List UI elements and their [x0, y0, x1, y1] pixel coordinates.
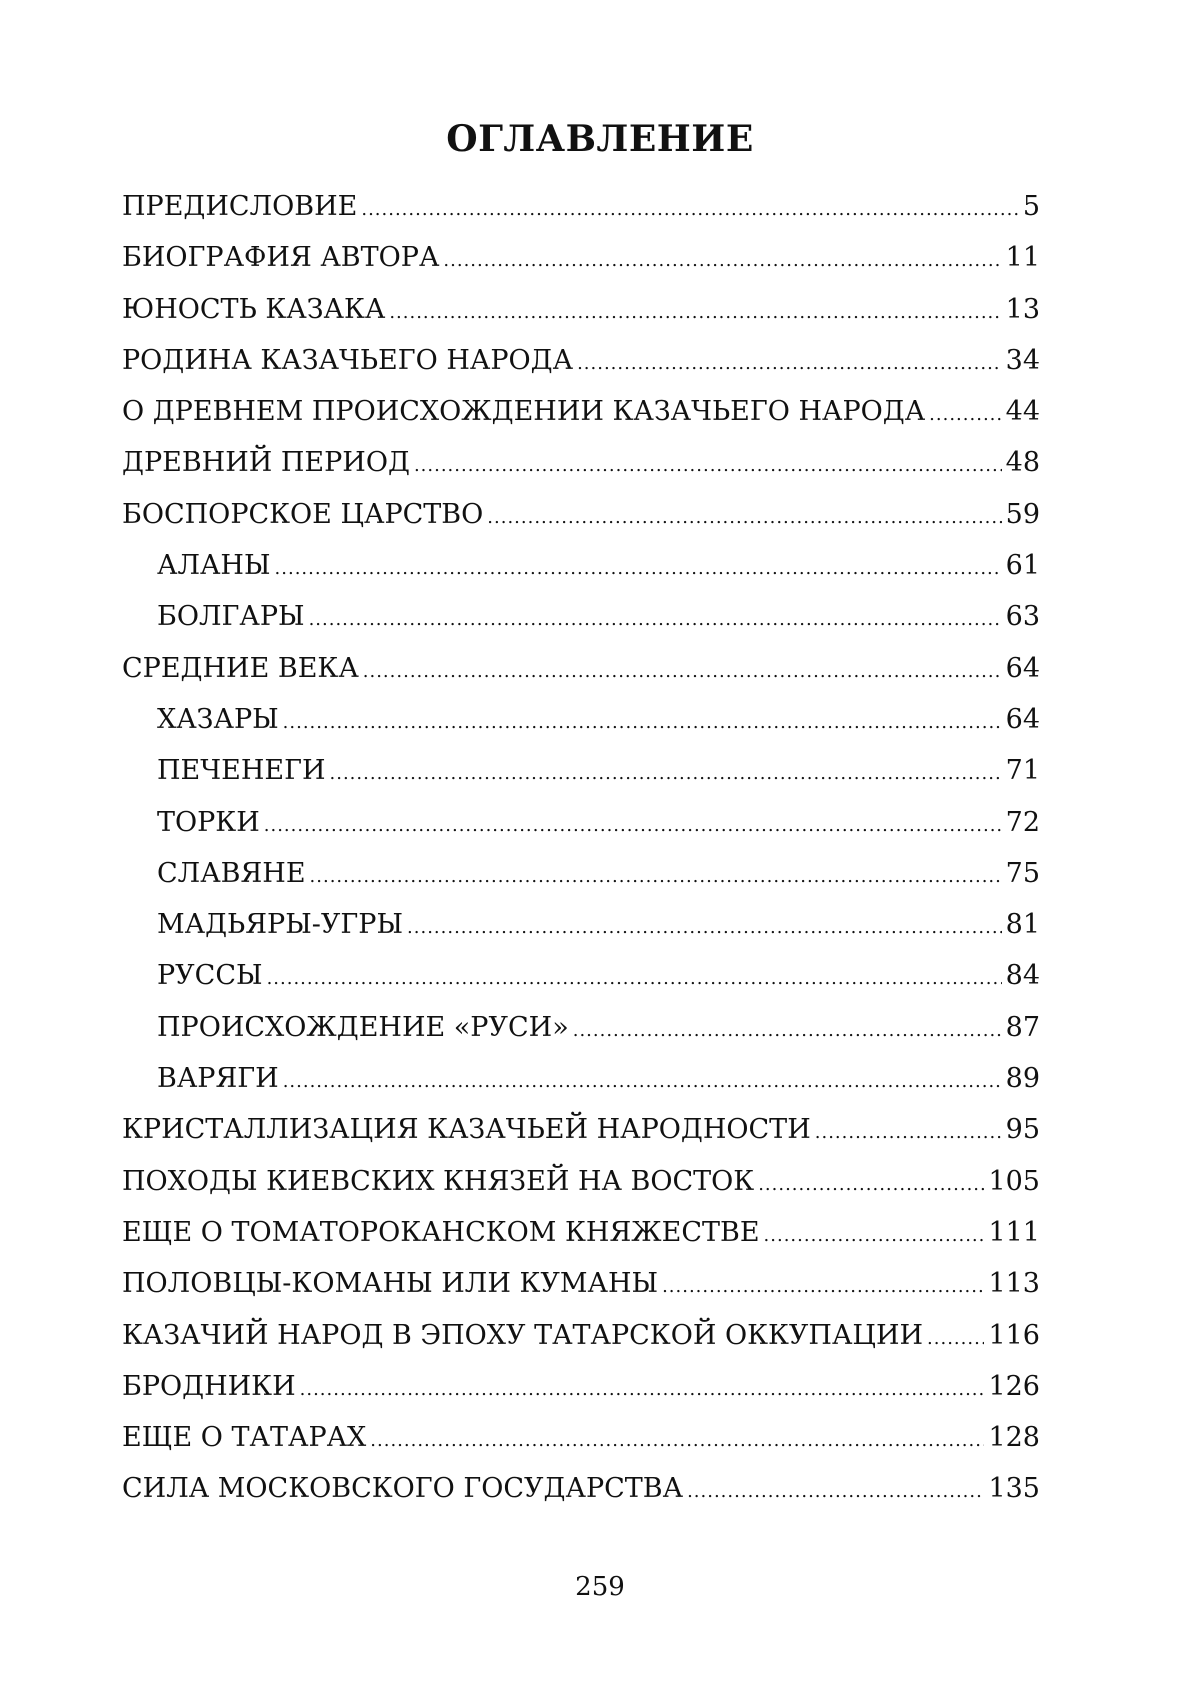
- toc-entry-label: БИОГРАФИЯ АВТОРА: [122, 242, 440, 274]
- toc-entry-label: ЕЩЕ О ТОМАТОРОКАНСКОМ КНЯЖЕСТВЕ: [122, 1216, 760, 1248]
- toc-entry-page: 64: [1005, 703, 1040, 735]
- toc-entry-label: ЕЩЕ О ТАТАРАХ: [122, 1422, 367, 1454]
- toc-entry-page: 44: [1005, 396, 1040, 428]
- toc-entry-page: 61: [1005, 550, 1040, 582]
- toc-entry-label: ТОРКИ: [157, 806, 260, 838]
- toc-entry-label: АЛАНЫ: [157, 550, 271, 582]
- toc-entry: [122, 1314, 1040, 1365]
- toc-entry: [122, 544, 1040, 595]
- toc-entry-page: 87: [1005, 1011, 1040, 1043]
- toc-entry-label: ЮНОСТЬ КАЗАКА: [122, 293, 386, 325]
- toc-entry-page: 48: [1005, 447, 1040, 479]
- toc-entry-label: СРЕДНИЕ ВЕКА: [122, 652, 359, 684]
- toc-entry: [122, 954, 1040, 1005]
- toc-entry: [122, 339, 1040, 390]
- toc-entry-page: 111: [988, 1216, 1040, 1248]
- toc-entry: [122, 698, 1040, 749]
- toc-entry: [122, 1160, 1040, 1211]
- toc-dot-leader: [443, 252, 1001, 270]
- toc-entry-page: 116: [988, 1319, 1040, 1351]
- toc-entry-page: 95: [1005, 1114, 1040, 1146]
- toc-entry-page: 63: [1005, 601, 1040, 633]
- toc-entry-label: О ДРЕВНЕМ ПРОИСХОЖДЕНИИ КАЗАЧЬЕГО НАРОДА: [122, 396, 926, 428]
- toc-entry: [122, 1416, 1040, 1467]
- toc-entry-label: СЛАВЯНЕ: [157, 857, 306, 889]
- toc-dot-leader: [283, 1073, 1002, 1091]
- toc-entry: [122, 852, 1040, 903]
- toc-entry: [122, 1108, 1040, 1159]
- toc-entry-label: ПРЕДИСЛОВИЕ: [122, 191, 358, 222]
- toc-dot-leader: [283, 714, 1002, 732]
- toc-dot-leader: [361, 201, 1018, 219]
- toc-dot-leader: [300, 1381, 985, 1399]
- toc-entry: [122, 390, 1040, 441]
- toc-dot-leader: [929, 406, 1001, 424]
- toc-entry-page: 5: [1022, 191, 1040, 222]
- toc-entry-page: 75: [1005, 857, 1040, 889]
- toc-entry: [122, 441, 1040, 492]
- toc-dot-leader: [815, 1124, 1002, 1142]
- toc-entry: [122, 1467, 1040, 1518]
- toc-entry-label: РОДИНА КАЗАЧЬЕГО НАРОДА: [122, 344, 574, 376]
- toc-entry-page: 89: [1005, 1063, 1040, 1095]
- toc-dot-leader: [330, 765, 1002, 783]
- toc-entry-label: ПОХОДЫ КИЕВСКИХ КНЯЗЕЙ НА ВОСТОК: [122, 1165, 755, 1197]
- toc-entry: [122, 1262, 1040, 1313]
- toc-entry-page: 128: [988, 1422, 1040, 1454]
- toc-entry: [122, 236, 1040, 287]
- toc-entry-page: 113: [988, 1268, 1040, 1300]
- toc-entry-label: ДРЕВНИЙ ПЕРИОД: [122, 447, 410, 479]
- toc-entry-label: РУССЫ: [157, 960, 263, 992]
- toc-entry: [122, 647, 1040, 698]
- toc-dot-leader: [407, 919, 1002, 937]
- toc-entry-page: 126: [988, 1370, 1040, 1402]
- toc-entry-page: 11: [1005, 242, 1040, 274]
- toc-dot-leader: [309, 611, 1002, 629]
- toc-dot-leader: [577, 355, 1002, 373]
- toc-entry-label: МАДЬЯРЫ-УГРЫ: [157, 909, 404, 941]
- toc-dot-leader: [764, 1227, 985, 1245]
- page-number: 259: [575, 1572, 625, 1602]
- toc-entry-page: 84: [1005, 960, 1040, 992]
- toc-entry-label: ПРОИСХОЖДЕНИЕ «РУСИ»: [157, 1011, 569, 1043]
- toc-dot-leader: [264, 817, 1002, 835]
- toc-dot-leader: [758, 1176, 984, 1194]
- toc-entry-page: 34: [1005, 344, 1040, 376]
- toc-entry-label: СИЛА МОСКОВСКОГО ГОСУДАРСТВА: [122, 1473, 684, 1505]
- toc-entry-page: 64: [1005, 652, 1040, 684]
- toc-entry-label: КАЗАЧИЙ НАРОД В ЭПОХУ ТАТАРСКОЙ ОККУПАЦИИ: [122, 1319, 924, 1351]
- toc-title: ОГЛАВЛЕНИЕ: [446, 118, 754, 160]
- toc-dot-leader: [275, 560, 1002, 578]
- toc-dot-leader: [487, 509, 1001, 527]
- toc-entry-page: 71: [1005, 755, 1040, 787]
- toc-dot-leader: [687, 1483, 984, 1501]
- toc-entry-page: 135: [988, 1473, 1040, 1505]
- toc-entry-label: КРИСТАЛЛИЗАЦИЯ КАЗАЧЬЕЙ НАРОДНОСТИ: [122, 1114, 811, 1146]
- toc-dot-leader: [370, 1432, 984, 1450]
- toc-entry-label: ВАРЯГИ: [157, 1063, 279, 1095]
- toc-entry: [122, 1006, 1040, 1057]
- toc-entry: [122, 749, 1040, 800]
- toc-dot-leader: [310, 868, 1002, 886]
- toc-dot-leader: [927, 1330, 984, 1348]
- toc-entry: [122, 1365, 1040, 1416]
- toc-entry-label: БРОДНИКИ: [122, 1370, 296, 1402]
- toc-entry: [122, 1211, 1040, 1262]
- toc-dot-leader: [389, 304, 1001, 322]
- toc-entry-page: 59: [1005, 498, 1040, 530]
- toc-entry: [122, 493, 1040, 544]
- toc-entry: [122, 1057, 1040, 1108]
- toc-entry-page: 81: [1005, 909, 1040, 941]
- toc-entry-page: 72: [1005, 806, 1040, 838]
- toc-entry-page: 105: [988, 1165, 1040, 1197]
- toc-entry: [122, 185, 1040, 236]
- toc-dot-leader: [414, 457, 1002, 475]
- toc-entry: [122, 288, 1040, 339]
- toc-dot-leader: [363, 663, 1002, 681]
- toc-list: [122, 185, 1040, 1519]
- toc-dot-leader: [267, 970, 1002, 988]
- toc-dot-leader: [573, 1022, 1002, 1040]
- toc-entry-label: БОСПОРСКОЕ ЦАРСТВО: [122, 498, 484, 530]
- toc-entry-page: 13: [1005, 293, 1040, 325]
- toc-dot-leader: [662, 1278, 984, 1296]
- toc-entry: [122, 903, 1040, 954]
- toc-entry-label: ХАЗАРЫ: [157, 703, 279, 735]
- toc-entry: [122, 801, 1040, 852]
- toc-entry-label: ПЕЧЕНЕГИ: [157, 755, 326, 787]
- toc-entry-label: БОЛГАРЫ: [157, 601, 305, 633]
- toc-entry-label: ПОЛОВЦЫ-КОМАНЫ ИЛИ КУМАНЫ: [122, 1268, 659, 1300]
- toc-entry: [122, 595, 1040, 646]
